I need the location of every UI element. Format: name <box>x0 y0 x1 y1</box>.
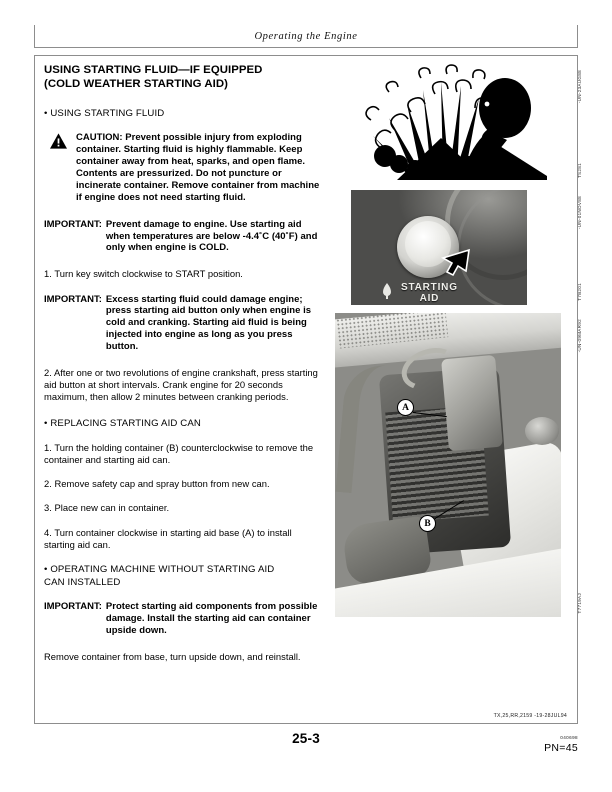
important-label: IMPORTANT: <box>44 600 102 612</box>
engine-compartment-figure <box>331 313 582 617</box>
tank-cap <box>525 417 559 445</box>
starting-aid-button-figure <box>331 190 582 305</box>
replace-step-4: 4. Turn container clockwise in starting aid base (A) to install starting aid can. <box>44 526 292 550</box>
page-header <box>34 25 578 48</box>
final-paragraph: Remove container from base, turn upside down, and reinstall. <box>44 650 301 662</box>
replace-step-3: 3. Place new can in container. <box>44 502 170 514</box>
section-title-line1: USING STARTING FLUID—IF EQUIPPED <box>44 64 263 76</box>
subsection-line2: CAN INSTALLED <box>44 576 121 588</box>
figure-column <box>331 64 582 625</box>
important-block-1 <box>44 219 324 255</box>
subsection-replacing-starting-aid-can: • REPLACING STARTING AID CAN <box>44 417 202 429</box>
figure-codes <box>569 313 583 617</box>
pn-block <box>544 733 578 753</box>
pn-label: PN=45 <box>544 742 578 754</box>
section-title-line2: (COLD WEATHER STARTING AID) <box>44 77 228 90</box>
subsection-using-starting-fluid: • USING STARTING FLUID <box>44 108 165 120</box>
important-text: Prevent damage to engine. Use starting aid when temperatures are below -4.4˚C (40˚F) and only when engine is COLD. <box>105 218 318 254</box>
panel-label <box>401 283 458 304</box>
important-label: IMPORTANT: <box>44 218 102 230</box>
figure-codes <box>569 190 583 305</box>
warning-triangle-icon <box>50 133 67 149</box>
important-block-3 <box>44 601 324 637</box>
figure-code-bottom: T7B201 <box>577 283 582 301</box>
figure-code-bottom: TS281 <box>577 162 582 178</box>
replace-step-2: 2. Remove safety cap and spray button from new can. <box>44 478 270 490</box>
header-title: Operating the Engine <box>254 30 358 42</box>
page-number: 25-3 <box>292 731 320 746</box>
figure-codes <box>569 64 583 182</box>
callout-a: A <box>397 399 414 416</box>
figure-code-top: -UN-09MAR92 <box>577 319 582 353</box>
figure-code-bottom: T7719AJ <box>577 592 582 613</box>
exploding-container-illustration <box>331 64 582 182</box>
page-title <box>44 64 324 91</box>
figure-code-top: -UN-01NOV88 <box>577 196 582 230</box>
pointer-arrow-icon <box>439 244 473 278</box>
important-text: Protect starting aid components from possible damage. Install the starting aid can container upside down. <box>105 600 318 636</box>
panel-label-line1: STARTING <box>401 282 458 293</box>
callout-b: B <box>419 515 436 532</box>
engine-compartment-photo <box>335 313 561 617</box>
document-reference: TX,25,RR,2159 -19-28JUL94 <box>493 713 567 719</box>
figure-code-top: -UN-23AUG88 <box>577 70 582 104</box>
explosion-figure-svg <box>337 64 549 180</box>
important-label: IMPORTANT: <box>44 293 102 305</box>
pn-code: 040698 <box>560 735 578 740</box>
content-frame <box>34 55 582 724</box>
step-1-text: 1. Turn key switch clockwise to START position. <box>44 268 243 280</box>
text-column <box>44 64 324 676</box>
panel-label-line2: AID <box>419 292 440 304</box>
important-text: Excess starting fluid could damage engine; press starting aid button only when engine is cold and cranking. Starting aid fluid is being injected into engine as long as you press button. <box>105 293 312 353</box>
subsection-line1: • OPERATING MACHINE WITHOUT STARTING AID <box>44 563 275 575</box>
caution-block <box>44 132 324 203</box>
step-2-text: 2. After one or two revolutions of engine crankshaft, press starting aid button at short intervals. Crank engine for 20 seconds maximum, then allow 2 minutes between cranking periods. <box>44 367 318 403</box>
subsection-operating-without-can <box>44 563 324 589</box>
replace-step-1: 1. Turn the holding container (B) counterclockwise to remove the container and starting aid can. <box>44 441 314 465</box>
starting-aid-symbol-icon <box>379 282 395 300</box>
starting-aid-button-photo <box>351 190 527 305</box>
caution-text: CAUTION: Prevent possible injury from exploding container. Starting fluid is highly flammable. Keep container away from heat, sparks, and open flame. Contents are pressurized. Do not puncture or incinerate container. Remove container from machine if engine does not need starting fluid. <box>76 132 320 203</box>
important-block-2 <box>44 294 324 354</box>
